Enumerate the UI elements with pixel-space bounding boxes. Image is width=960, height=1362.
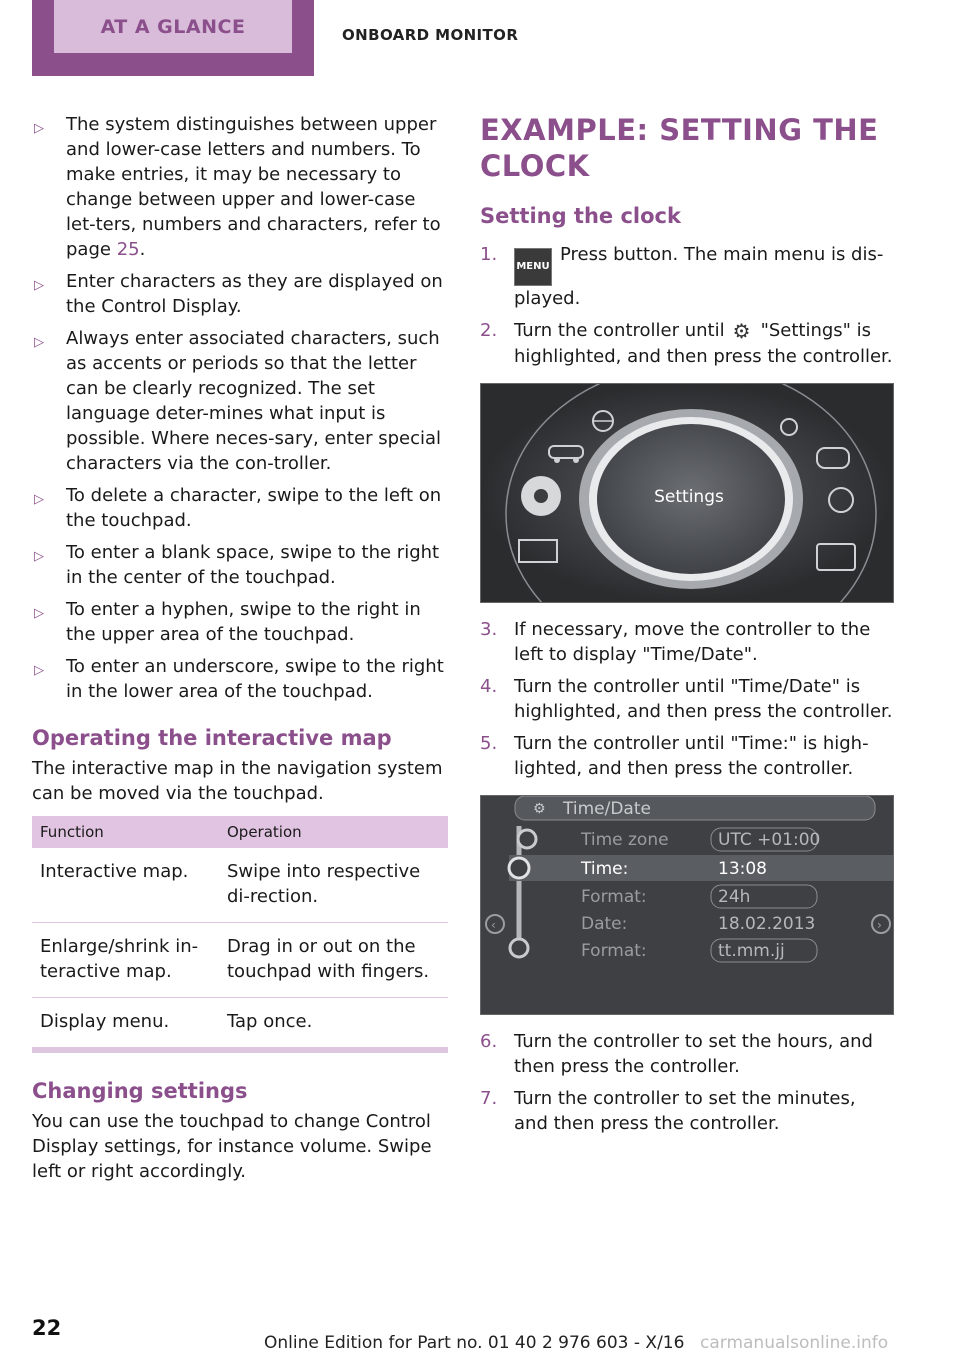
example-title: EXAMPLE: SETTING THE CLOCK	[480, 113, 879, 183]
watermark: carmanualsonline.info	[700, 1333, 889, 1353]
step-number: 1.	[480, 244, 498, 265]
right-column	[480, 112, 894, 1143]
list-item: ▷ To enter a hyphen, swipe to the right in the upper area of the touchpad.	[34, 599, 421, 645]
list-item: ▷ Always enter associated characters, such as accents or periods so that the letter can be clearly recognized. The set language deter-mines what input is possible. Where neces-sary, enter special characters via the con-troller.	[34, 328, 441, 474]
step-number: 7.	[480, 1088, 498, 1109]
step-item: 2. Turn the controller until ⚙ "Settings" is highlighted, and then press the controller.	[480, 319, 893, 367]
row-value: 24h	[718, 887, 751, 907]
settings-menu-illustration	[481, 384, 893, 602]
step-number: 5.	[480, 733, 498, 754]
steps-list-c	[480, 1029, 894, 1136]
row-label: Format:	[581, 941, 647, 961]
table-cell: Tap once.	[227, 1011, 313, 1032]
table-header-row	[32, 816, 448, 848]
table-cell: Drag in or out on the touchpad with fingers.	[219, 923, 448, 998]
step-item: 1. MENUPress button. The main menu is dis-played.	[480, 244, 884, 309]
time-date-screenshot	[480, 795, 894, 1015]
table-header-operation: Operation	[219, 816, 448, 848]
step-number: 3.	[480, 619, 498, 640]
triangle-bullet-icon: ▷	[34, 606, 44, 621]
row-label: Time:	[581, 859, 629, 879]
menu-button-icon: MENU	[514, 248, 552, 286]
left-column	[32, 112, 448, 1184]
instruction-list	[32, 112, 448, 704]
list-item: ▷ Enter characters as they are displayed on the Control Display.	[34, 271, 443, 317]
row-label: Format:	[581, 887, 647, 907]
page-link[interactable]: 25	[116, 239, 140, 260]
step-item: 5. Turn the controller until "Time:" is high-lighted, and then press the controller.	[480, 733, 869, 779]
chapter-tab	[32, 0, 314, 76]
steps-list-a	[480, 242, 894, 369]
row-label: Date:	[581, 914, 628, 934]
step-item: 4. Turn the controller until "Time/Date" is highlighted, and then press the controller.	[480, 676, 893, 722]
step-item: 3. If necessary, move the controller to the left to display "Time/Date".	[480, 619, 871, 665]
table-row	[32, 998, 448, 1048]
table-cell: Enlarge/shrink in-teractive map.	[32, 923, 219, 998]
map-heading: Operating the interactive map	[32, 726, 392, 750]
list-item: ▷ To enter an underscore, swipe to the right in the lower area of the touchpad.	[34, 656, 444, 702]
triangle-bullet-icon: ▷	[34, 663, 44, 678]
gear-icon	[521, 476, 561, 516]
operations-table	[32, 816, 448, 1047]
step-number: 2.	[480, 320, 498, 341]
screen-title: Time/Date	[563, 799, 651, 819]
triangle-bullet-icon: ▷	[34, 278, 44, 293]
row-value: 18.02.2013	[718, 914, 816, 934]
time-date-illustration	[481, 796, 893, 1014]
triangle-bullet-icon: ▷	[34, 492, 44, 507]
map-paragraph: The interactive map in the navigation system can be moved via the touchpad.	[32, 758, 443, 804]
table-header-function: Function	[32, 816, 219, 848]
gear-small-icon: ⚙	[533, 801, 546, 817]
changing-settings-paragraph: You can use the touchpad to change Control Display settings, for instance volume. Swipe left or right accordingly.	[32, 1111, 432, 1182]
chapter-tab-label: AT A GLANCE	[54, 0, 292, 53]
section-title: ONBOARD MONITOR	[342, 26, 519, 44]
row-value: UTC +01:00	[718, 830, 821, 850]
step-number: 4.	[480, 676, 498, 697]
list-item: ▷ To enter a blank space, swipe to the right in the center of the touchpad.	[34, 542, 440, 588]
table-cell: Interactive map.	[32, 848, 219, 923]
step-number: 6.	[480, 1031, 498, 1052]
row-label: Time zone	[581, 830, 669, 850]
page-number: 22	[32, 1316, 62, 1340]
changing-settings-heading: Changing settings	[32, 1079, 248, 1103]
settings-center-label: Settings	[654, 487, 724, 507]
svg-text:‹: ‹	[491, 918, 496, 932]
table-bottom-rule	[32, 1047, 448, 1053]
row-value: 13:08	[718, 859, 767, 879]
list-item: ▷ To delete a character, swipe to the left on the touchpad.	[34, 485, 442, 531]
triangle-bullet-icon: ▷	[34, 335, 44, 350]
step-item: 7. Turn the controller to set the minutes, and then press the controller.	[480, 1088, 856, 1134]
triangle-bullet-icon: ▷	[34, 121, 44, 136]
step-item: 6. Turn the controller to set the hours, and then press the controller.	[480, 1031, 873, 1077]
setting-clock-heading: Setting the clock	[480, 204, 681, 228]
list-item: ▷ The system distinguishes between upper and lower-case letters and numbers. To make entries, it may be necessary to change between upper and lower-case let-ters, numbers and characters, refer to page 25.	[34, 114, 441, 260]
settings-gear-icon: ⚙	[732, 319, 751, 343]
row-value: tt.mm.jj	[718, 941, 785, 961]
table-row	[32, 923, 448, 998]
steps-list-b	[480, 617, 894, 781]
triangle-bullet-icon: ▷	[34, 549, 44, 564]
table-row	[32, 848, 448, 923]
table-cell: Swipe into respective di-rection.	[219, 848, 448, 923]
table-cell: Display menu.	[40, 1011, 170, 1032]
edition-note: Online Edition for Part no. 01 40 2 976 603 - X/16	[264, 1333, 685, 1353]
settings-menu-screenshot	[480, 383, 894, 603]
svg-text:›: ›	[877, 918, 882, 932]
